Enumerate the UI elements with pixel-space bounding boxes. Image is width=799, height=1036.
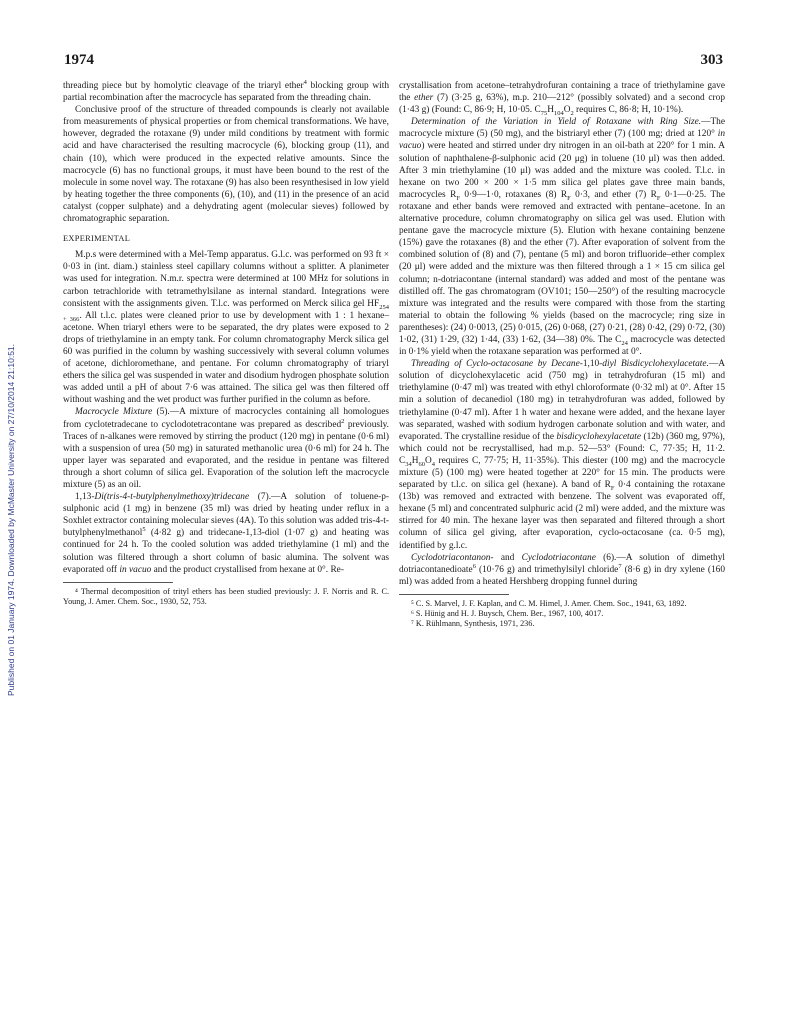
subsection-title: Di(tris-4-t-butylphenylmethoxy)tridecane bbox=[94, 492, 250, 503]
subsection-title: Cyclodotriacontanon- bbox=[411, 552, 494, 563]
footnote: ⁵ C. S. Marvel, J. F. Kaplan, and C. M. Himel, J. Amer. Chem. Soc., 1941, 63, 1892. bbox=[411, 598, 687, 608]
reference-marker: 2 bbox=[341, 417, 345, 425]
footnote: ⁶ S. Hünig and H. J. Buysch, Chem. Ber., 1967, 100, 4017. bbox=[411, 608, 604, 618]
subsection-title: Determination of the Variation in Yield of Rotaxane with Ring Size. bbox=[411, 117, 702, 128]
page-header bbox=[64, 52, 723, 72]
paragraph: Macrocycle Mixture (5).—A mixture of macrocycles containing all homologues from cyclotetradecane to cyclodotetracontane was prepared as described$^2$ previously. Traces of n-alkanes were removed by stirring the product (120 mg) in pentane (0·6 ml) with a suspension of urea (50 mg) in saturated methanolic urea (0·6 ml) for 24 h. The upper layer was separated and evaporated, and the residue in pentane was filtered through a short column of silica gel. Evaporation of the solution left the macrocycle mixture (5) as an oil. bbox=[63, 407, 389, 490]
footnote: ⁴ Thermal decomposition of trityl ethers has been studied previously: J. F. Norris and R. C. Young, J. Amer. Chem. Soc., 1930, 52, 753. bbox=[63, 586, 389, 606]
section-heading: EXPERIMENTAL bbox=[63, 234, 131, 244]
reference-marker: 5 bbox=[142, 526, 146, 534]
subsection-title: Threading of Cyclo-octacosane by Decane- bbox=[411, 359, 583, 370]
footnote-rule bbox=[63, 582, 173, 583]
paragraph: threading piece but by homolytic cleavage of the triaryl ether$^4$ blocking group with partial recombination after the macrocycle has separated from the threading chain. bbox=[63, 78, 389, 104]
paragraph: 1,13-Di(tris-4-t-butylphenylmethoxy)tridecane (7).—A solution of toluene-p-sulphonic acid (1 mg) in benzene (35 ml) was dried by heating under reflux in a Soxhlet extractor containing molecular sieves (4A). To this solution was added tris-4-t-butylphenylmethanol$^5$ (4·82 g) and tridecane-1,13-diol (1·07 g) and heating was continued for 24 h. To the cooled solution was added triethylamine (1 ml) and the solution was filtered through a short column of basic alumina. The solvent was evaporated off in vacuo and the product crystallised from hexane at 0°. Re- bbox=[63, 492, 389, 575]
header-page-number: 303 bbox=[700, 52, 723, 68]
footnote: ⁷ K. Rühlmann, Synthesis, 1971, 236. bbox=[411, 618, 535, 628]
subsection-title: Macrocycle Mixture bbox=[75, 407, 153, 418]
paragraph: Determination of the Variation in Yield of Rotaxane with Ring Size.—The macrocycle mixture (5) (50 mg), and the bistriaryl ether (7) (100 mg; dried at 120° in vacuo) were heated and stirred under dry nitrogen in an oil-bath at 220° for 1 min. A solution of naphthalene-β-sulphonic acid (20 μg) in toluene (10 μl) was then added. After 3 min triethylamine (10 μl) was added and the mixture was cooled. T.l.c. in hexane on two 200 × 200 × 1·5 mm silica gel plates gave three main bands, macrocycles $R_F$ 0·9—1·0, rotaxanes (8) $R_F$ 0·3, and ether (7) $R_F$ 0·1—0·25. The rotaxane and ether bands were removed and extracted with pentane–acetone. In an alternative procedure, column chromatography on silica gel was used. Elution with pentane gave the macrocycle mixture (5). Elution with hexane containing benzene (15%) gave the rotaxanes (8) and the ether (7). After evaporation of solvent from the combined solution of (8) and (7), pentane (5 ml) and boron trifluoride–ether complex (20 μl) were added and the mixture was then filtered through a 1 × 15 cm silica gel column; n-dotriacontane (internal standard) was added and most of the pentane was distilled off. The gas chromatogram (OV101; 150—250°) of the resulting macrocycle mixture was integrated and the results were compared with those from the starting material to obtain the following % yields (based on the macrocycle; ring size in parentheses): (24) 0·0013, (25) 0·015, (26) 0·068, (27) 0·21, (28) 0·42, (29) 0·72, (30) 1·02, (31) 1·29, (32) 1·44, (33) 1·62, (34—38) 0%. The $C_{24}$ macrocycle was detected in 0·1% yield when the rotaxane separation was performed at 0°. bbox=[399, 117, 725, 358]
download-watermark-text: Published on 01 January 1974. Downloaded by McMaster University on 27/10/2014 21:10:51. bbox=[6, 343, 16, 697]
paragraph: Cyclodotriacontanon- and Cyclodotriacontane (6).—A solution of dimethyl dotriacontanedioate$^6$ (10·76 g) and trimethylsilyl chloride$^7$ (8·6 g) in dry xylene (160 ml) was added from a heated Hershberg dropping funnel during bbox=[399, 552, 725, 587]
reference-marker: 6 bbox=[472, 562, 476, 570]
footnote-rule bbox=[399, 594, 509, 595]
left-column bbox=[63, 80, 389, 607]
paragraph: Conclusive proof of the structure of threaded compounds is clearly not available from measurements of physical properties or from chemical transformations. We have, however, degraded the rotaxane (9) under mild conditions by treatment with formic acid and have characterised the resulting macrocycle (6), blocking group (11), and chain (10), which were produced in the expected relative amounts. Since the macrocycle (6) has no functional groups, it must have been bound to the rest of the molecule in some novel way. The rotaxane (9) has also been resynthesised in low yield by heating together the three components (6), (10), and (11) in the presence of an acid catalyst (copper sulphate) and a dehydrating agent (molecular sieves) followed by chromatographic separation. bbox=[63, 105, 389, 225]
download-watermark bbox=[0, 40, 22, 1000]
paragraph: crystallisation from acetone–tetrahydrofuran containing a trace of triethylamine gave the ether (7) (3·25 g, 63%), m.p. 210—212° (possibly solvated) and a second crop (1·43 g) (Found: C, 86·9; H, 10·05. $C_{75}H_{104}O_2$ requires C, 86·8; H, 10·1%). bbox=[399, 81, 725, 118]
paragraph: M.p.s were determined with a Mel-Temp apparatus. G.l.c. was performed on 93 ft × 0·03 in (int. diam.) stainless steel capillary columns without a splitter. A planimeter was used for integration. N.m.r. spectra were determined at 100 MHz for solutions in carbon tetrachloride with tetramethylsilane as internal standard. Integrations were consistent with the assignments given. T.l.c. was performed on Merck silica gel $HF_{254 + 366}$. All t.l.c. plates were cleaned prior to use by development with 1 : 1 hexane–acetone. When triaryl ethers were to be separated, the dry plates were exposed to 2 drops of triethylamine in an empty tank. For column chromatography Merck silica gel 60 was purified in the column by washing successively with several column volumes of acetone, dichloromethane, and pentane. For column chromatography of triaryl ethers the silica gel was suspended in water and disodium hydrogen phosphate solution was added until a pH of about 7·6 was attained. The silica gel was then filtered off without washing and the wet product was further purified in the column as before. bbox=[63, 250, 390, 406]
reference-marker: 4 bbox=[303, 78, 307, 86]
paragraph: Threading of Cyclo-octacosane by Decane-1,10-diyl Bisdicyclohexylacetate.—A solution of dicyclohexylacetic acid (750 mg) in tetrahydrofuran (15 ml) and triethylamine (0·47 ml) was treated with ethyl chloroformate (0·32 ml) at 0°. After 15 min a solution of decanediol (180 mg) in tetrahydrofuran was added, followed by triethylamine (0·47 ml). After 1 h water and hexane were added, and the hexane layer was separated, washed with sodium hydrogen carbonate solution and with water, and evaporated. The crystalline residue of the bisdicyclohexylacetate (12b) (360 mg, 97%), which could not be recrystallised, had m.p. 52—53° (Found: C, 77·35; H, 11·2. $C_{34}H_{60}O_4$ requires C, 77·75; H, 11·35%). This diester (100 mg) and the macrocycle mixture (5) (100 mg) were heated together at 220° for 15 min. The products were separated by t.l.c. on silica gel (hexane). A band of $R_F$ 0·4 containing the rotaxane (13b) was removed and extracted with benzene. The solvent was evaporated off, hexane (5 ml) and concentrated sulphuric acid (2 ml) were added, and the mixture was stirred for 40 min. The hexane layer was then separated and filtered through a short column of silica gel giving, after evaporation, cyclo-octacosane (ca. 0·5 mg), identified by g.l.c. bbox=[399, 359, 726, 551]
reference-marker: 7 bbox=[618, 562, 622, 570]
header-year: 1974 bbox=[64, 52, 94, 68]
right-column bbox=[399, 80, 725, 629]
